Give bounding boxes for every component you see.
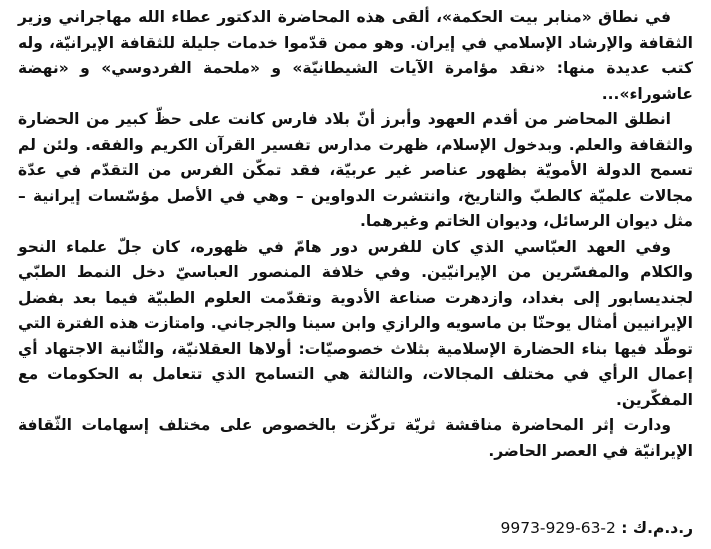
isbn-label: ر.د.م.ك :	[621, 519, 693, 537]
paragraph-abbasid: وفي العهد العبّاسي الذي كان للفرس دور هامّ في ظهوره، كان جلّ علماء النحو والكلام والمفسّرين من الإيرانيّين. وفي خلافة المنصور العباسيّ دخل النمط الطبّي لجنديسابور إلى بغداد، وازدهرت صناعة الأدوية وتقدّمت العلوم الطبيّة فيما بعد بفضل الإيرانيين أمثال يوحنّا بن ماسويه والرازي وابن سينا والجرجاني. وامتازت هذه الفترة التي توطّد فيها بناء الحضارة الإسلامية بثلاث خصوصيّات: أولاها العقلانيّة، والثّانية الاجتهاد أي إعمال الرأي في مختلف المجالات، والثالثة هي التسامح الذي تتعامل به الحكومات مع المفكّرين.	[18, 237, 693, 409]
paragraph-intro: في نطاق «منابر بيت الحكمة»، ألقى هذه المحاضرة الدكتور عطاء الله مهاجراني وزير الثقافة والإرشاد الإسلامي في إيران. وهو ممن قدّموا خدمات جليلة للثقافة الإيرانيّة، وله كتب عديدة منها: «نقد مؤامرة الآيات الشيطانيّة» و «ملحمة الفردوسي» و «نهضة عاشوراء»...	[18, 8, 693, 103]
paragraph-history: انطلق المحاضر من أقدم العهود وأبرز أنّ بلاد فارس كانت على حظّ كبير من الحضارة والثقافة والعلم. وبدخول الإسلام، ظهرت مدارس تفسير القرآن الكريم والفقه. ولئن لم تسمح الدولة الأمويّة بظهور عناصر غير عربيّة، فقد تمكّن الفرس من التقدّم في عدّة مجالات علميّة كالطبّ والتاريخ، وانتشرت الدواوين – وهي في الأصل مؤسّسات إيرانية – مثل ديوان الرسائل، وديوان الخاتم وغيرهما.	[18, 110, 693, 230]
isbn-line	[500, 517, 693, 539]
paragraph-discussion: ودارت إثر المحاضرة مناقشة ثريّة تركّزت بالخصوص على مختلف إسهامات الثّقافة الإيرانيّة في العصر الحاضر.	[18, 416, 693, 460]
isbn-value: 9973-929-63-2	[500, 519, 616, 537]
